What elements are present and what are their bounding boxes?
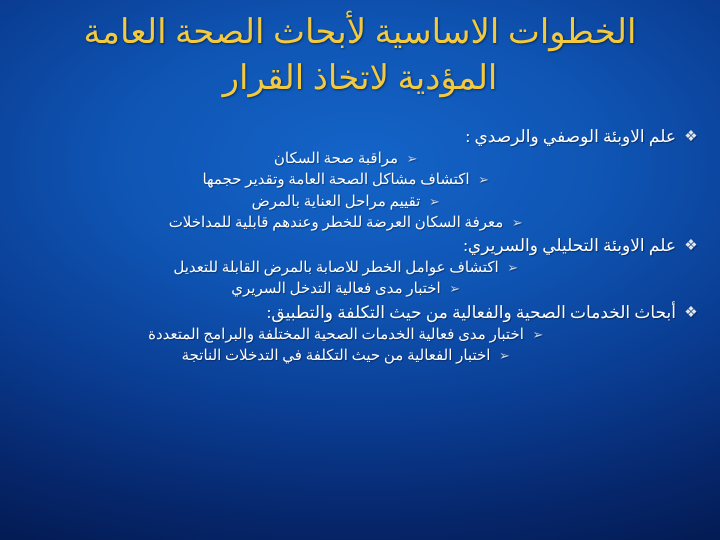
- arrow-bullet-icon: ➢: [511, 214, 523, 230]
- arrow-bullet-icon: ➢: [449, 281, 461, 297]
- list-item: [18, 279, 676, 299]
- list-item-label: معرفة السكان العرضة للخطر وعندهم قابلية للمداخلات: [168, 214, 504, 231]
- sub-list: [18, 325, 676, 367]
- arrow-bullet-icon: ➢: [406, 151, 418, 167]
- diamond-bullet-icon: ❖: [684, 129, 698, 145]
- list-item: [18, 192, 676, 212]
- arrow-bullet-icon: ➢: [428, 193, 440, 209]
- list-item: [18, 149, 676, 169]
- list-item-label: اختبار مدى فعالية التدخل السريري: [231, 281, 441, 298]
- section-heading: علم الاوبئة التحليلي والسريري:: [463, 236, 676, 256]
- arrow-bullet-icon: ➢: [507, 260, 519, 276]
- outline-section: [18, 302, 704, 367]
- arrow-bullet-icon: ➢: [498, 348, 510, 364]
- outline-section: [18, 235, 704, 300]
- list-item-label: اختبار مدى فعالية الخدمات الصحية المختلفة والبرامج المتعددة: [148, 326, 524, 343]
- list-item-label: مراقبة صحة السكان: [273, 151, 399, 168]
- list-item-label: تقييم مراحل العناية بالمرض: [251, 193, 421, 210]
- list-item: [18, 170, 676, 190]
- outline-list: [18, 126, 704, 366]
- section-heading: علم الاوبئة الوصفي والرصدي :: [465, 127, 676, 146]
- slide-body: [18, 126, 704, 368]
- diamond-bullet-icon: ❖: [684, 238, 698, 255]
- list-item: [18, 325, 676, 345]
- arrow-bullet-icon: ➢: [478, 172, 489, 188]
- sub-list: [18, 149, 676, 233]
- diamond-bullet-icon: ❖: [684, 304, 698, 321]
- sub-list: [18, 258, 676, 300]
- list-item-label: اكتشاف عوامل الخطر للاصابة بالمرض القابلة للتعديل: [173, 260, 499, 277]
- outline-section: [18, 126, 704, 233]
- list-item: [18, 258, 676, 278]
- arrow-bullet-icon: ➢: [532, 326, 544, 342]
- list-item-label: اختبار الفعالية من حيث التكلفة في التدخلات الناتجة: [181, 348, 491, 365]
- slide-title: الخطوات الاساسية لأبحاث الصحة العامة المؤدية لاتخاذ القرار: [83, 14, 637, 97]
- section-heading: أبحاث الخدمات الصحية والفعالية من حيث التكلفة والتطبيق:: [266, 302, 676, 322]
- list-item: [18, 213, 676, 233]
- list-item: [18, 346, 676, 366]
- list-item-label: اكتشاف مشاكل الصحة العامة وتقدير حجمها: [202, 172, 470, 189]
